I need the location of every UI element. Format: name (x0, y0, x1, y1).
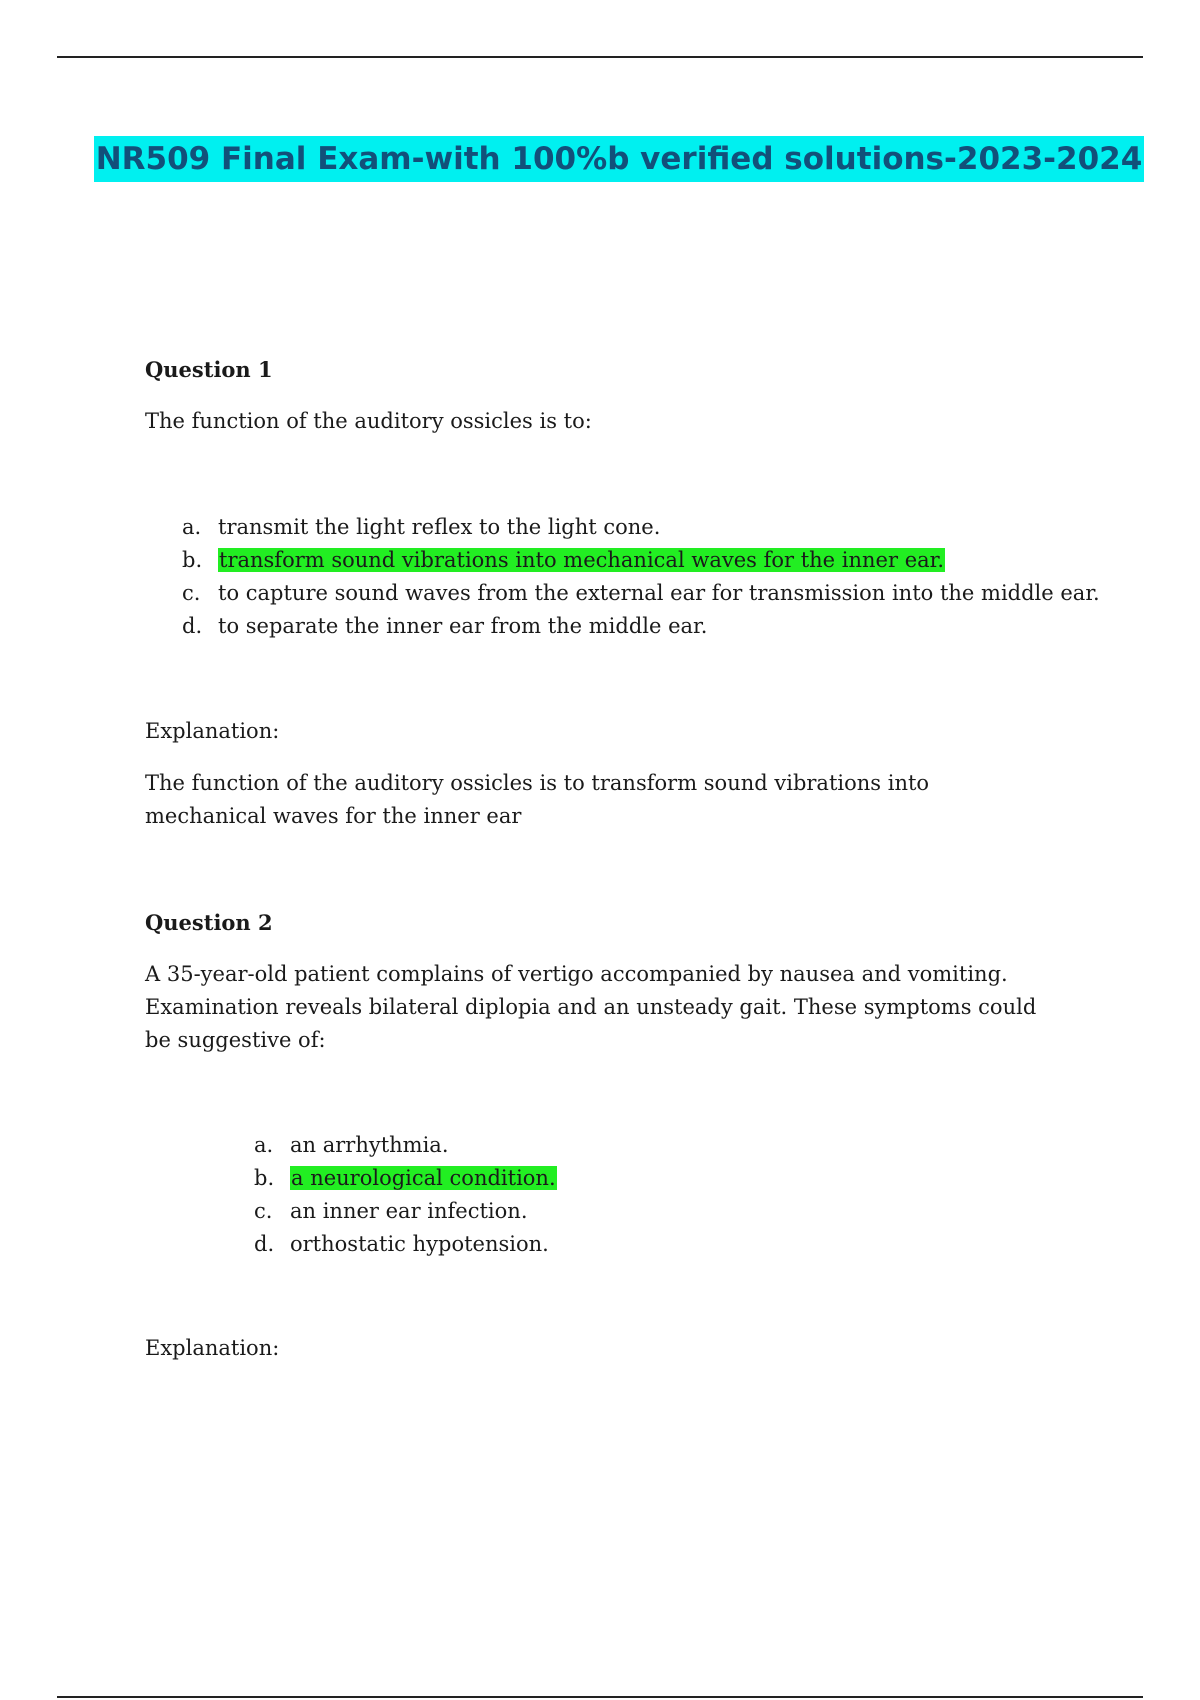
question-heading: Question 2 (145, 910, 273, 935)
option-item (254, 1195, 557, 1228)
question-1-heading-block (145, 353, 1075, 386)
option-item (182, 544, 1100, 577)
question-1-explanation-block (145, 767, 1045, 833)
option-letter: d. (182, 614, 203, 638)
explanation-label: Explanation: (145, 719, 280, 743)
option-item (254, 1129, 557, 1162)
option-letter: c. (182, 581, 201, 605)
correct-answer-highlight: a neurological condition. (291, 1166, 556, 1190)
question-2-explanation-label-block (145, 1332, 1075, 1365)
option-text: to capture sound waves from the external ear for transmission into the middle ear. (218, 581, 1100, 605)
question-1-text-block (145, 405, 1075, 438)
document-title: NR509 Final Exam-with 100%b verified solutions-2023-2024 (94, 136, 1145, 182)
option-letter: a. (182, 515, 202, 539)
explanation-text: The function of the auditory ossicles is to transform sound vibrations into mechanical waves for the inner ear (145, 771, 930, 828)
question-text: A 35-year-old patient complains of vertigo accompanied by nausea and vomiting. Examination reveals bilateral diplopia and an unsteady gait. These symptoms could be suggestive of: (145, 962, 1037, 1052)
correct-answer-highlight: transform sound vibrations into mechanical waves for the inner ear. (219, 548, 945, 572)
option-text: an arrhythmia. (290, 1133, 449, 1157)
option-item (182, 577, 1100, 610)
title-container (0, 136, 1200, 182)
top-rule (57, 56, 1143, 58)
question-1-options (182, 511, 1100, 643)
question-2-heading-block (145, 906, 1075, 939)
option-text: an inner ear infection. (290, 1199, 528, 1223)
option-text: to separate the inner ear from the middle ear. (218, 614, 708, 638)
bottom-rule (57, 1696, 1143, 1698)
option-letter: b. (254, 1166, 275, 1190)
question-2-options (254, 1129, 557, 1261)
option-letter: a. (254, 1133, 274, 1157)
option-item (182, 610, 1100, 643)
question-heading: Question 1 (145, 357, 273, 382)
option-text: transmit the light reflex to the light cone. (218, 515, 661, 539)
question-text: The function of the auditory ossicles is to: (145, 409, 592, 433)
question-2-text-block (145, 958, 1045, 1057)
question-1-explanation-label-block (145, 715, 1075, 748)
option-text: orthostatic hypotension. (290, 1232, 549, 1256)
option-letter: d. (254, 1232, 275, 1256)
explanation-label: Explanation: (145, 1336, 280, 1360)
option-item (254, 1162, 557, 1195)
option-letter: c. (254, 1199, 273, 1223)
option-item (182, 511, 1100, 544)
option-item (254, 1228, 557, 1261)
option-letter: b. (182, 548, 203, 572)
